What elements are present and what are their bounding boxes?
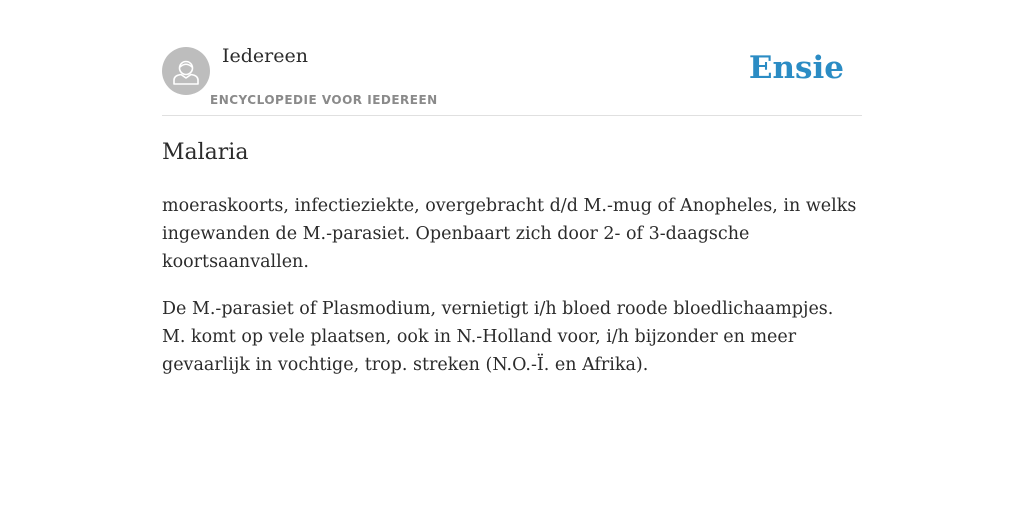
author-subtitle: ENCYCLOPEDIE VOOR IEDEREEN (210, 93, 438, 107)
author-name-link[interactable]: Iedereen (222, 45, 308, 67)
header (162, 0, 862, 116)
user-icon (162, 47, 210, 95)
article-paragraph: De M.-parasiet of Plasmodium, vernietigt i/h bloed roode bloedlichaampjes. M. komt op vele plaatsen, ook in N.-Holland voor, i/h bijzonder en meer gevaarlijk in vochtige, trop. streken (N.O.-Ï. en Afrika). (162, 299, 834, 375)
article-paragraph: moeraskoorts, infectieziekte, overgebracht d/d M.-mug of Anopheles, in welks ingewanden de M.-parasiet. Openbaart zich door 2- of 3-daagsche koortsaanvallen. (162, 196, 857, 272)
article-title: Malaria (162, 140, 249, 165)
avatar[interactable] (162, 47, 210, 95)
content-container (162, 0, 862, 375)
brand-logo-link[interactable]: Ensie (748, 50, 844, 86)
